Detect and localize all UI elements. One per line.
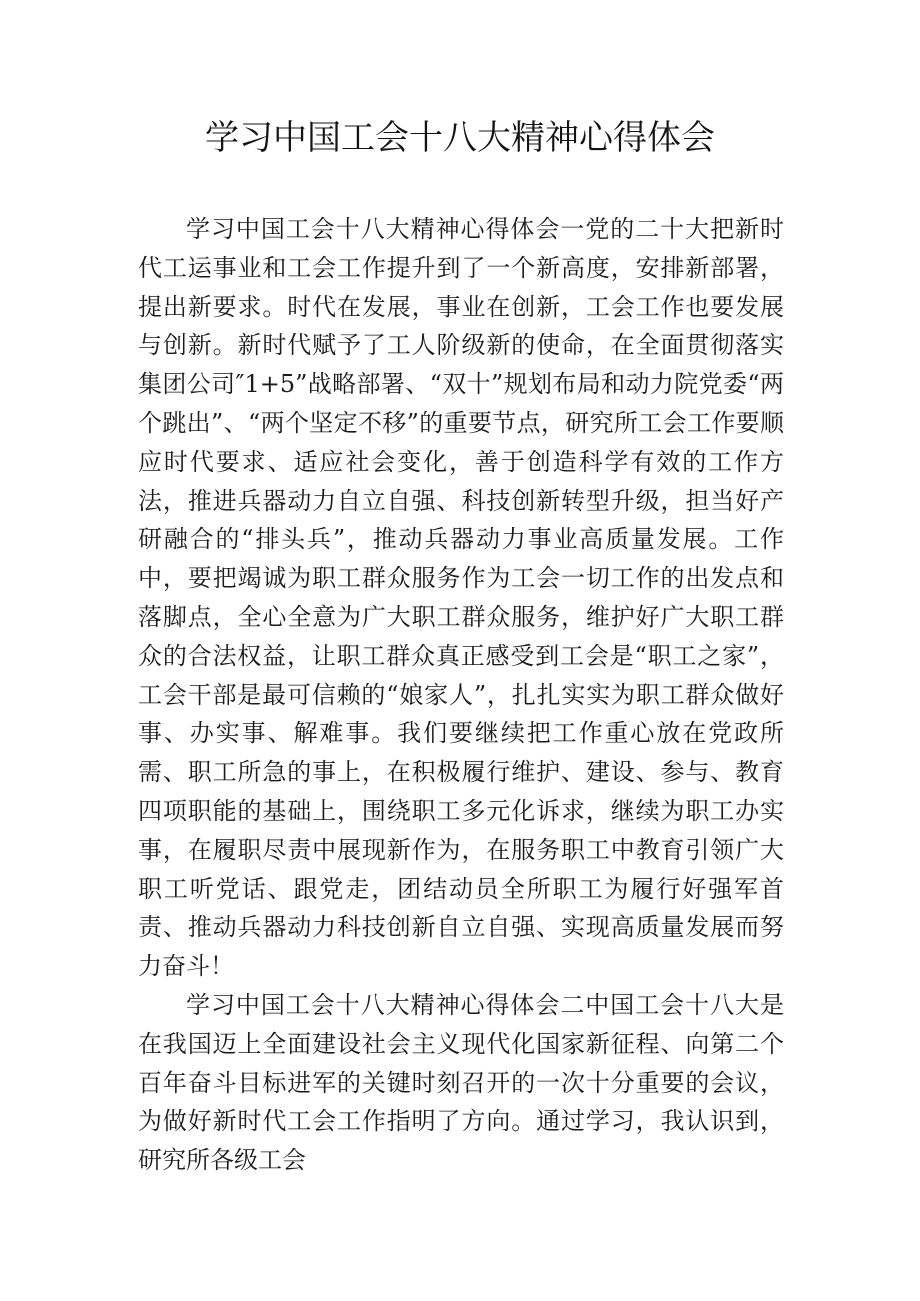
document-title: 学习中国工会十八大精神心得体会 [205,118,715,158]
paragraph-1: 学习中国工会十八大精神心得体会一党的二十大把新时代工运事业和工会工作提升到了一个新高度，安排新部署，提出新要求。时代在发展，事业在创新，工会工作也要发展与创新。新时代赋予了工人阶级新的使命，在全面贯彻落实集团公司″1+5”战略部署、“双十”规划布局和动力院党委“两个跳出”、“两个坚定不移”的重要节点，研究所工会工作要顺应时代要求、适应社会变化，善于创造科学有效的工作方法，推进兵器动力自立自强、科技创新转型升级，担当好产研融合的“排头兵”，推动兵器动力事业高质量发展。工作中，要把竭诚为职工群众服务作为工会一切工作的出发点和落脚点，全心全意为广大职工群众服务，维护好广大职工群众的合法权益，让职工群众真正感受到工会是“职工之家”，工会干部是最可信赖的“娘家人”，扎扎实实为职工群众做好事、办实事、解难事。我们要继续把工作重心放在党政所需、职工所急的事上，在积极履行维护、建设、参与、教育四项职能的基础上，围绕职工多元化诉求，继续为职工办实事，在履职尽责中展现新作为，在服务职工中教育引领广大职工听党话、跟党走，团结动员全所职工为履行好强军首责、推动兵器动力科技创新自立自强、实现高质量发展而努力奋斗！ [138,215,784,981]
paragraph-2: 学习中国工会十八大精神心得体会二中国工会十八大是在我国迈上全面建设社会主义现代化国家新征程、向第二个百年奋斗目标进军的关键时刻召开的一次十分重要的会议，为做好新时代工会工作指明了方向。通过学习，我认识到，研究所各级工会 [138,990,784,1175]
document-body [138,210,784,1180]
